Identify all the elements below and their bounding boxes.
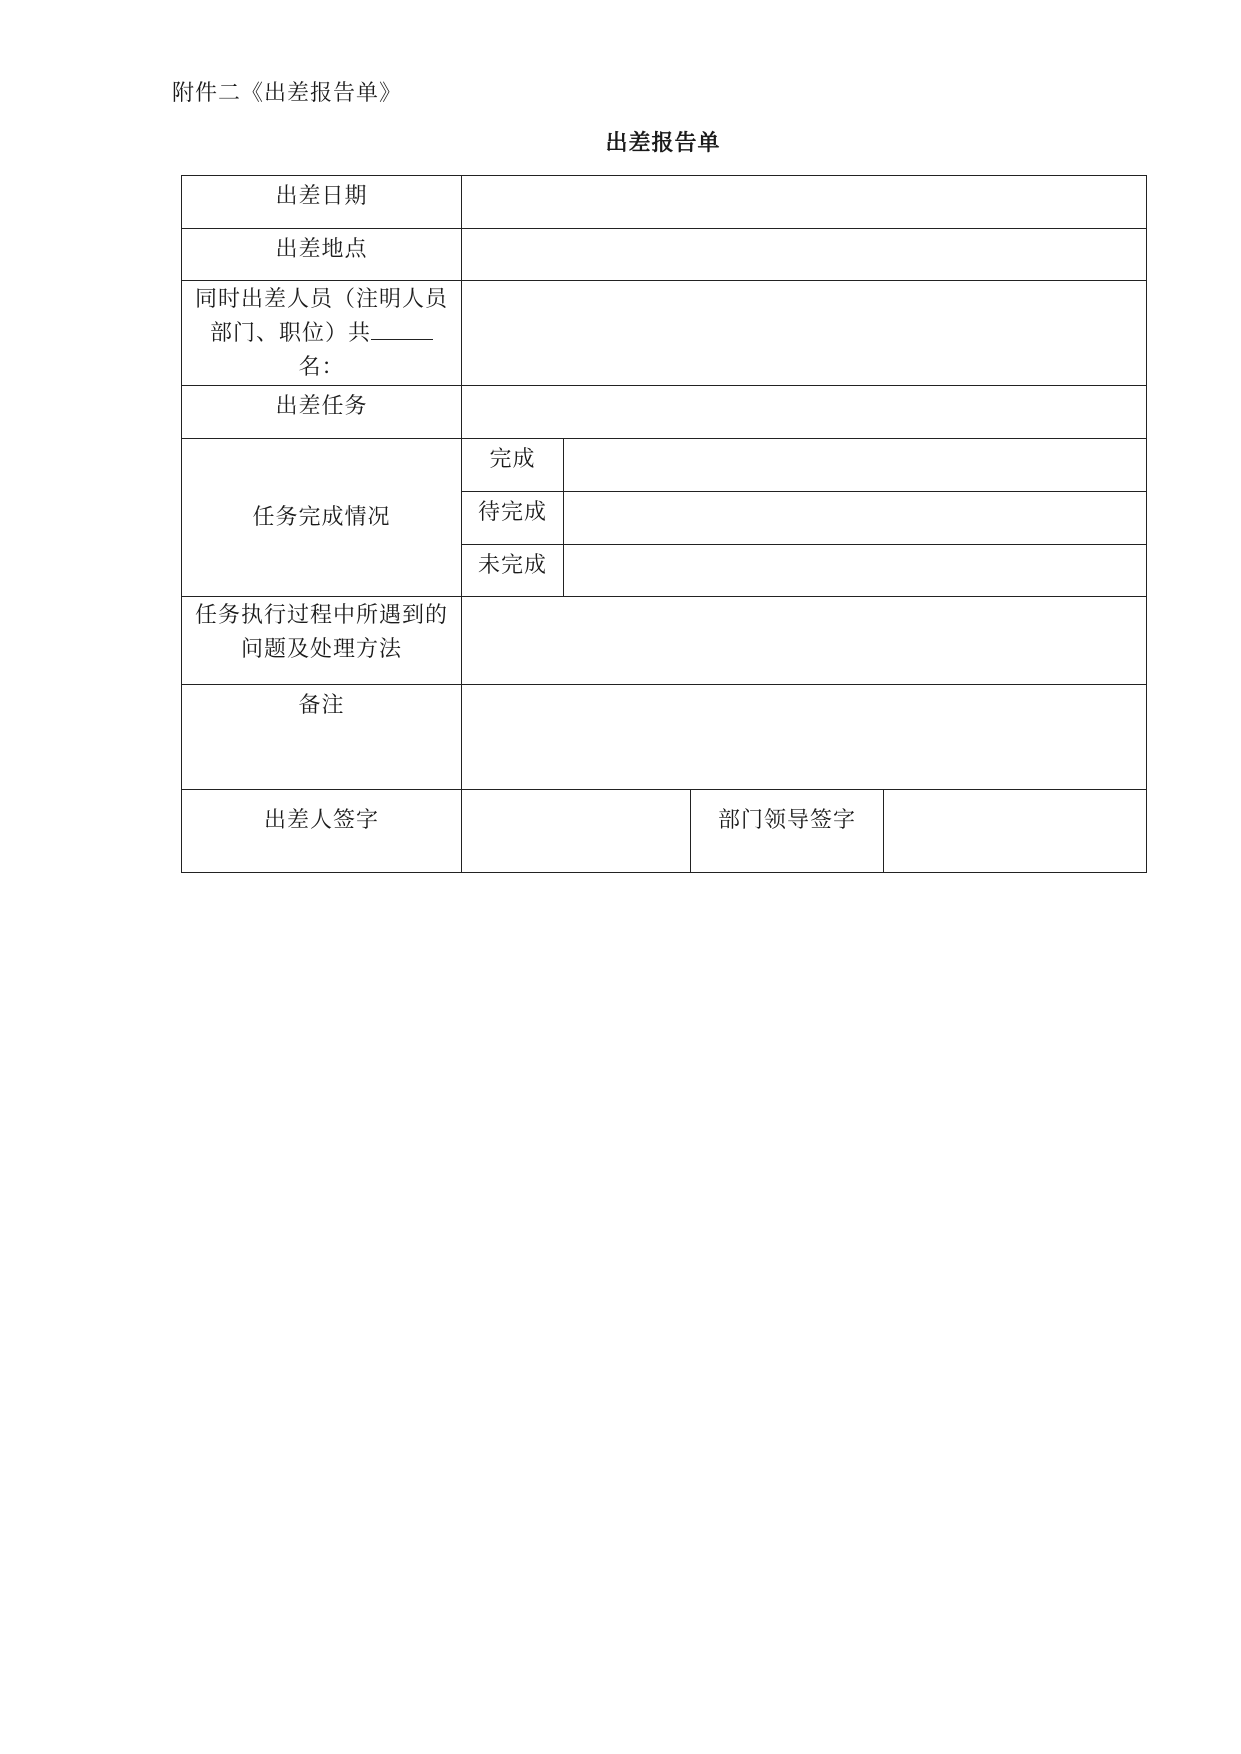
completion-pending-label: 待完成 bbox=[462, 492, 564, 545]
dept-leader-signature-field[interactable] bbox=[884, 790, 1147, 873]
completion-done-field[interactable] bbox=[564, 439, 1147, 492]
issues-field[interactable] bbox=[462, 597, 1147, 685]
completion-pending-field[interactable] bbox=[564, 492, 1147, 545]
issues-label-line1: 任务执行过程中所遇到的 bbox=[194, 603, 448, 628]
companions-label-line2 bbox=[188, 317, 455, 385]
row-completion-done bbox=[182, 439, 1147, 492]
completion-label: 任务完成情况 bbox=[182, 439, 462, 597]
business-trip-report-table bbox=[181, 175, 1147, 873]
remarks-label: 备注 bbox=[182, 685, 462, 790]
document-title: 出差报告单 bbox=[605, 131, 721, 156]
issues-label-line2: 问题及处理方法 bbox=[240, 637, 402, 662]
companions-field[interactable] bbox=[462, 281, 1147, 386]
companions-label-suffix: 名： bbox=[298, 355, 345, 380]
traveler-signature-label: 出差人签字 bbox=[182, 790, 462, 873]
row-trip-date bbox=[182, 176, 1147, 229]
attachment-label: 附件二《出差报告单》 bbox=[172, 81, 403, 106]
row-trip-location bbox=[182, 229, 1147, 281]
row-task bbox=[182, 386, 1147, 439]
trip-location-field[interactable] bbox=[462, 229, 1147, 281]
completion-not-done-label: 未完成 bbox=[462, 545, 564, 597]
traveler-signature-field[interactable] bbox=[462, 790, 691, 873]
dept-leader-signature-label: 部门领导签字 bbox=[691, 790, 884, 873]
row-companions bbox=[182, 281, 1147, 386]
trip-date-field[interactable] bbox=[462, 176, 1147, 229]
companions-label-prefix: 部门、职位）共 bbox=[209, 321, 371, 346]
completion-not-done-field[interactable] bbox=[564, 545, 1147, 597]
issues-label bbox=[182, 597, 462, 685]
remarks-field[interactable] bbox=[462, 685, 1147, 790]
companions-count-blank[interactable] bbox=[371, 317, 433, 340]
trip-location-label: 出差地点 bbox=[182, 229, 462, 281]
companions-label-line1: 同时出差人员（注明人员 bbox=[194, 287, 448, 312]
task-field[interactable] bbox=[462, 386, 1147, 439]
completion-done-label: 完成 bbox=[462, 439, 564, 492]
row-signatures bbox=[182, 790, 1147, 873]
task-label: 出差任务 bbox=[182, 386, 462, 439]
companions-label bbox=[182, 281, 462, 386]
row-issues bbox=[182, 597, 1147, 685]
trip-date-label: 出差日期 bbox=[182, 176, 462, 229]
row-remarks bbox=[182, 685, 1147, 790]
